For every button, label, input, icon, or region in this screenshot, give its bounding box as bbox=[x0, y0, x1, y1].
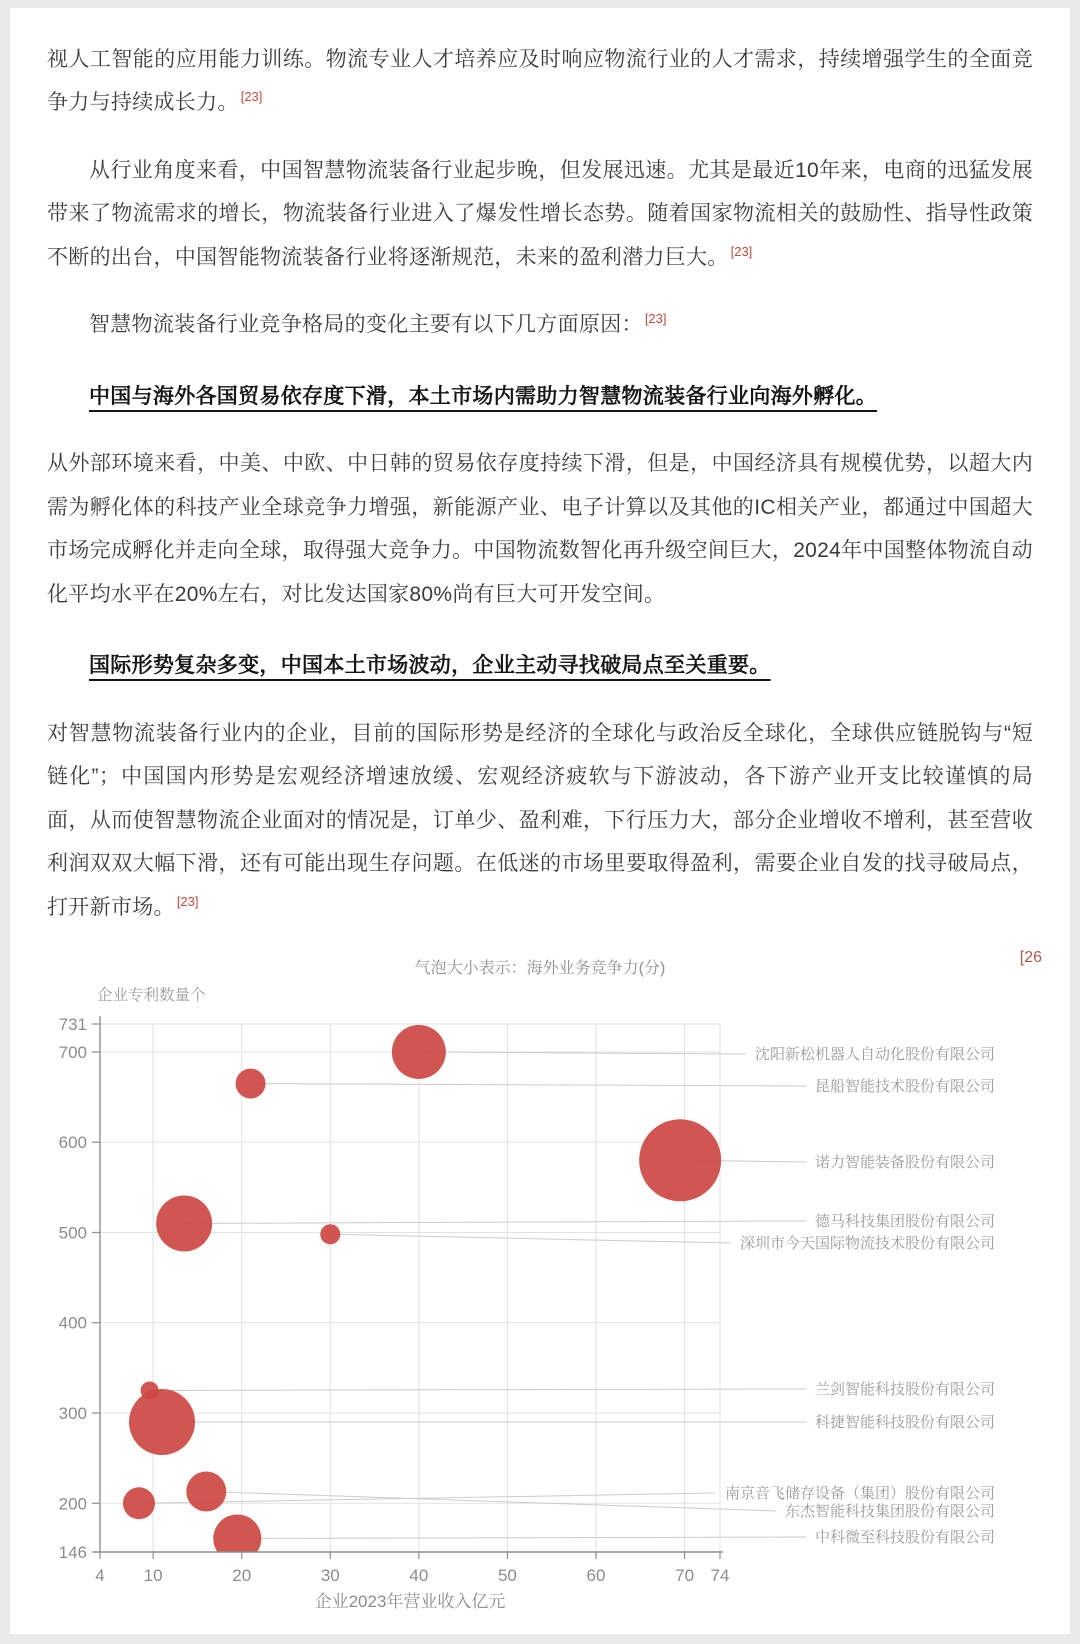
company-labels bbox=[725, 1046, 995, 1546]
company-label: 诺力智能装备股份有限公司 bbox=[815, 1154, 995, 1171]
leader-line bbox=[251, 1084, 807, 1086]
y-tick-label: 300 bbox=[59, 1404, 87, 1423]
bubble[interactable] bbox=[186, 1471, 226, 1511]
paragraph-text: 对智慧物流装备行业内的企业，目前的国际形势是经济的全球化与政治反全球化，全球供应链脱钩与“短链化”；中国国内形势是宏观经济增速放缓、宏观经济疲软与下游波动，各下游产业开支比较谨慎的局面，从而使智慧物流企业面对的情况是，订单少、盈利难，下行压力大，部分企业增收不增利，甚至营收利润双双大幅下滑，还有可能出现生存问题。在低迷的市场里要取得盈利，需要企业自发的找寻破局点，打开新市场。 bbox=[47, 722, 1033, 919]
company-label: 德马科技集团股份有限公司 bbox=[815, 1213, 995, 1230]
y-tick-label: 200 bbox=[59, 1494, 87, 1513]
chart-subtitle-row bbox=[40, 955, 1040, 978]
x-tick-label: 40 bbox=[409, 1566, 428, 1585]
heading-text: 中国与海外各国贸易依存度下滑，本土市场内需助力智慧物流装备行业向海外孵化。 bbox=[89, 385, 877, 408]
bubble[interactable] bbox=[213, 1514, 261, 1562]
bubble[interactable] bbox=[123, 1487, 155, 1519]
x-tick-label: 70 bbox=[675, 1566, 694, 1585]
bubble-chart-section bbox=[10, 955, 1070, 1634]
body-paragraph bbox=[47, 442, 1033, 616]
x-tick-label: 74 bbox=[711, 1566, 730, 1585]
body-paragraph bbox=[47, 712, 1033, 929]
citation-ref[interactable]: [23] bbox=[241, 89, 263, 104]
paragraph-text: 从行业角度来看，中国智慧物流装备行业起步晚，但发展迅速。尤其是最近10年来，电商的迅猛发展带来了物流需求的增长，物流装备行业进入了爆发性增长态势。随着国家物流相关的鼓励性、指导性政策不断的出台，中国智能物流装备行业将逐渐规范，未来的盈利潜力巨大。 bbox=[47, 159, 1033, 269]
y-tick-label: 700 bbox=[59, 1043, 87, 1062]
x-tick-label: 60 bbox=[587, 1566, 606, 1585]
axes bbox=[59, 986, 730, 1611]
citation-ref[interactable]: [23] bbox=[731, 244, 753, 259]
bubble[interactable] bbox=[156, 1195, 212, 1251]
citation-ref[interactable]: [23] bbox=[177, 894, 199, 909]
y-tick-label: 731 bbox=[59, 1015, 87, 1034]
x-axis-title: 企业2023年营业收入亿元 bbox=[315, 1591, 506, 1611]
citation-ref[interactable]: [23] bbox=[645, 311, 667, 326]
grid bbox=[100, 1024, 720, 1552]
body-paragraph bbox=[47, 38, 1033, 125]
document-body bbox=[10, 8, 1070, 929]
leader-lines bbox=[139, 1052, 807, 1538]
company-label: 东杰智能科技集团股份有限公司 bbox=[785, 1503, 995, 1520]
y-axis-title: 企业专利数量个 bbox=[97, 986, 206, 1004]
body-paragraph bbox=[47, 303, 1033, 346]
paragraph-text: 从外部环境来看，中美、中欧、中日韩的贸易依存度持续下滑，但是，中国经济具有规模优势，以超大内需为孵化体的科技产业全球竞争力增强，新能源产业、电子计算以及其他的IC相关产业，都通过中国超大市场完成孵化并走向全球，取得强大竞争力。中国物流数智化再升级空间巨大，2024年中国整体物流自动化平均水平在20%左右，对比发达国家80%尚有巨大可开发空间。 bbox=[47, 452, 1033, 605]
leader-line bbox=[330, 1234, 730, 1243]
x-tick-label: 20 bbox=[232, 1566, 251, 1585]
leader-line bbox=[184, 1221, 806, 1223]
section-heading bbox=[47, 644, 1033, 687]
company-label: 兰剑智能科技股份有限公司 bbox=[815, 1381, 995, 1398]
bubble-chart bbox=[40, 984, 1040, 1629]
chart-subtitle: 气泡大小表示：海外业务竞争力(分) bbox=[415, 960, 666, 977]
paragraph-text: 视人工智能的应用能力训练。物流专业人才培养应及时响应物流行业的人才需求，持续增强学生的全面竞争力与持续成长力。 bbox=[47, 48, 1033, 114]
y-tick-label: 500 bbox=[59, 1223, 87, 1242]
bubble[interactable] bbox=[320, 1224, 340, 1244]
company-label: 昆船智能技术股份有限公司 bbox=[815, 1078, 995, 1095]
bubbles bbox=[123, 1025, 721, 1562]
bubble[interactable] bbox=[392, 1025, 446, 1079]
company-label: 沈阳新松机器人自动化股份有限公司 bbox=[755, 1046, 995, 1063]
citation-ref[interactable]: [26 bbox=[1020, 949, 1042, 967]
paragraph-text: 智慧物流装备行业竞争格局的变化主要有以下几方面原因： bbox=[89, 313, 643, 336]
company-label: 深圳市今天国际物流技术股份有限公司 bbox=[740, 1234, 995, 1252]
y-tick-label: 600 bbox=[59, 1133, 87, 1152]
y-tick-label: 400 bbox=[59, 1314, 87, 1333]
x-tick-label: 4 bbox=[95, 1566, 104, 1585]
bubble[interactable] bbox=[236, 1069, 266, 1099]
x-tick-label: 50 bbox=[498, 1566, 517, 1585]
x-tick-label: 30 bbox=[321, 1566, 340, 1585]
company-label: 中科微至科技股份有限公司 bbox=[815, 1529, 995, 1546]
company-label: 南京音飞储存设备（集团）股份有限公司 bbox=[725, 1484, 995, 1502]
section-heading bbox=[47, 375, 1033, 418]
heading-text: 国际形势复杂多变，中国本土市场波动，企业主动寻找破局点至关重要。 bbox=[89, 654, 771, 677]
page bbox=[10, 8, 1070, 1634]
leader-line bbox=[206, 1491, 776, 1510]
leader-line bbox=[237, 1537, 806, 1538]
x-tick-label: 10 bbox=[144, 1566, 163, 1585]
bubble[interactable] bbox=[129, 1389, 195, 1455]
body-paragraph bbox=[47, 149, 1033, 279]
bubble[interactable] bbox=[639, 1119, 721, 1201]
company-label: 科捷智能科技股份有限公司 bbox=[815, 1413, 995, 1431]
y-tick-label: 146 bbox=[59, 1543, 87, 1562]
leader-line bbox=[150, 1389, 807, 1390]
